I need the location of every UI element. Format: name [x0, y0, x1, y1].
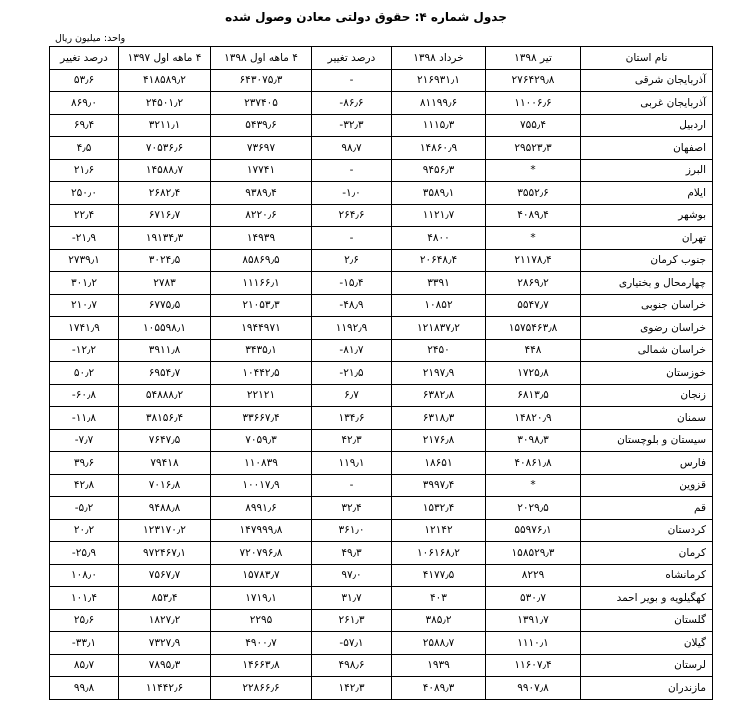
table-body — [50, 69, 713, 699]
column-header: درصد تغییر — [312, 47, 392, 70]
province-cell: آذربایجان شرقی — [581, 69, 713, 92]
value-cell: ۱۰۸٫۰ — [50, 564, 119, 587]
table-row — [50, 114, 713, 137]
table-row — [50, 182, 713, 205]
value-cell: ۱۴۸۲۰٫۹ — [486, 407, 581, 430]
value-cell: ۶۴۳۰۷۵٫۳ — [211, 69, 312, 92]
province-cell: البرز — [581, 159, 713, 182]
value-cell: ۷۶۴۷٫۵ — [119, 429, 211, 452]
value-cell: ۲۹۵۲۳٫۳ — [486, 137, 581, 160]
value-cell: ۹۴۸۸٫۸ — [119, 497, 211, 520]
value-cell: ۱۷۷۴۱ — [211, 159, 312, 182]
value-cell: -۵۷٫۱ — [312, 632, 392, 655]
value-cell: ۳۰۲۴٫۵ — [119, 249, 211, 272]
value-cell: ۶۹٫۴ — [50, 114, 119, 137]
value-cell: ۳۹٫۶ — [50, 452, 119, 475]
unit-label: واحد: میلیون ریال — [55, 33, 126, 44]
value-cell: ۱۲۱۸۳۷٫۲ — [392, 317, 486, 340]
value-cell: ۲۵٫۶ — [50, 609, 119, 632]
table-header — [50, 47, 713, 70]
value-cell: ۹۷۲۴۶۷٫۱ — [119, 542, 211, 565]
table-row — [50, 452, 713, 475]
value-cell: ۳۹۱۱٫۸ — [119, 339, 211, 362]
value-cell: ۶۷۱۶٫۷ — [119, 204, 211, 227]
table-row — [50, 249, 713, 272]
value-cell: - — [312, 159, 392, 182]
province-cell: خراسان جنوبی — [581, 294, 713, 317]
value-cell: ۱۴۷۹۹۹٫۸ — [211, 519, 312, 542]
value-cell: ۱۵۳۲٫۴ — [392, 497, 486, 520]
table-row — [50, 474, 713, 497]
value-cell: ۲۱٫۶ — [50, 159, 119, 182]
province-cell: کهگیلویه و بویر احمد — [581, 587, 713, 610]
value-cell: ۴۲٫۸ — [50, 474, 119, 497]
value-cell: -۸۱٫۷ — [312, 339, 392, 362]
value-cell: ۳۱٫۷ — [312, 587, 392, 610]
table-row — [50, 227, 713, 250]
value-cell: ۱۰۰۱۷٫۹ — [211, 474, 312, 497]
table-row — [50, 272, 713, 295]
value-cell: ۳۳۶۶۷٫۴ — [211, 407, 312, 430]
value-cell: -۲۱٫۵ — [312, 362, 392, 385]
value-cell: ۱۱۲۱٫۷ — [392, 204, 486, 227]
value-cell: -۵٫۲ — [50, 497, 119, 520]
value-cell: ۱۳۹۱٫۷ — [486, 609, 581, 632]
value-cell: ۲٫۶ — [312, 249, 392, 272]
table-row — [50, 587, 713, 610]
value-cell: ۲۷۳۹٫۱ — [50, 249, 119, 272]
value-cell: ۱۴۸۶۰٫۹ — [392, 137, 486, 160]
value-cell: ۱۲۱۴۲ — [392, 519, 486, 542]
province-cell: خراسان رضوی — [581, 317, 713, 340]
value-cell: ۴۰۸۹٫۳ — [392, 677, 486, 700]
province-cell: فارس — [581, 452, 713, 475]
value-cell: ۱۷۱۹٫۱ — [211, 587, 312, 610]
table-row — [50, 497, 713, 520]
value-cell: - — [312, 69, 392, 92]
value-cell: ۵۰٫۲ — [50, 362, 119, 385]
value-cell: ۱۱۰۸۳۹ — [211, 452, 312, 475]
value-cell: ۲۶۸۲٫۴ — [119, 182, 211, 205]
table-row — [50, 564, 713, 587]
value-cell: ۳۶۱٫۰ — [312, 519, 392, 542]
value-cell: ۸۹۹۱٫۶ — [211, 497, 312, 520]
table-row — [50, 654, 713, 677]
province-cell: کرمانشاه — [581, 564, 713, 587]
value-cell: ۲۷۸۳ — [119, 272, 211, 295]
value-cell: ۱۹۴۴۹۷۱ — [211, 317, 312, 340]
value-cell: ۱۱۹۲٫۹ — [312, 317, 392, 340]
value-cell: -۱۵٫۴ — [312, 272, 392, 295]
value-cell: ۲۶۱٫۳ — [312, 609, 392, 632]
value-cell: ۷۵۵٫۴ — [486, 114, 581, 137]
value-cell: ۱۱۰۰۶٫۶ — [486, 92, 581, 115]
province-cell: سیستان و بلوچستان — [581, 429, 713, 452]
value-cell: ۱۰۵۵۹۸٫۱ — [119, 317, 211, 340]
value-cell: ۷۹۴۱۸ — [119, 452, 211, 475]
value-cell: ۷۲۰۷۹۶٫۸ — [211, 542, 312, 565]
value-cell: * — [486, 474, 581, 497]
column-header: ۴ ماهه اول ۱۳۹۸ — [211, 47, 312, 70]
value-cell: ۱۱۱۵٫۳ — [392, 114, 486, 137]
value-cell: ۲۸۶۹٫۲ — [486, 272, 581, 295]
value-cell: -۳۲٫۳ — [312, 114, 392, 137]
value-cell: - — [312, 474, 392, 497]
value-cell: ۳۸۱۵۶٫۴ — [119, 407, 211, 430]
value-cell: ۹۳۸۹٫۴ — [211, 182, 312, 205]
province-cell: گیلان — [581, 632, 713, 655]
value-cell: ۲۱۰٫۷ — [50, 294, 119, 317]
table-row — [50, 609, 713, 632]
value-cell: ۳۵۸۹٫۱ — [392, 182, 486, 205]
table-row — [50, 159, 713, 182]
province-cell: اصفهان — [581, 137, 713, 160]
value-cell: ۱۴۲٫۳ — [312, 677, 392, 700]
value-cell: ۱۱۱۶۶٫۱ — [211, 272, 312, 295]
value-cell: ۸۲۲۰٫۶ — [211, 204, 312, 227]
province-cell: مازندران — [581, 677, 713, 700]
value-cell: ۲۰۲۹٫۵ — [486, 497, 581, 520]
value-cell: ۴۰۸۹٫۴ — [486, 204, 581, 227]
value-cell: ۱۰۱٫۴ — [50, 587, 119, 610]
value-cell: ۸۲۲۹ — [486, 564, 581, 587]
value-cell: ۹۸٫۷ — [312, 137, 392, 160]
value-cell: ۱۴۶۶۳٫۸ — [211, 654, 312, 677]
table-row — [50, 632, 713, 655]
value-cell: ۱۵۷۸۳٫۷ — [211, 564, 312, 587]
value-cell: ۸۱۱۹۹٫۶ — [392, 92, 486, 115]
header-row — [50, 47, 713, 70]
value-cell: ۲۰۶۴۸٫۴ — [392, 249, 486, 272]
column-header: نام استان — [581, 47, 713, 70]
value-cell: ۱۸۲۷٫۲ — [119, 609, 211, 632]
value-cell: ۶۹۵۴٫۷ — [119, 362, 211, 385]
value-cell: ۴۹۸٫۶ — [312, 654, 392, 677]
value-cell: ۱۵۷۵۴۶۳٫۸ — [486, 317, 581, 340]
value-cell: ۳۲۱۱٫۱ — [119, 114, 211, 137]
table-row — [50, 542, 713, 565]
value-cell: ۷۰۵۹٫۳ — [211, 429, 312, 452]
value-cell: ۱۵۸۵۲۹٫۳ — [486, 542, 581, 565]
value-cell: ۵۵۴۷٫۷ — [486, 294, 581, 317]
value-cell: ۳۹۹۷٫۴ — [392, 474, 486, 497]
province-cell: کرمان — [581, 542, 713, 565]
value-cell: ۵۵۹۷۶٫۱ — [486, 519, 581, 542]
value-cell: - — [312, 227, 392, 250]
table-row — [50, 362, 713, 385]
column-header: درصد تغییر — [50, 47, 119, 70]
value-cell: ۶۳۸۲٫۸ — [392, 384, 486, 407]
value-cell: ۲۲۹۵ — [211, 609, 312, 632]
province-cell: کردستان — [581, 519, 713, 542]
value-cell: ۲۳۷۴۰۵ — [211, 92, 312, 115]
value-cell: ۱۸۶۵۱ — [392, 452, 486, 475]
value-cell: ۳۰۹۸٫۳ — [486, 429, 581, 452]
table-row — [50, 429, 713, 452]
province-cell: اردبیل — [581, 114, 713, 137]
value-cell: ۲۷۶۴۲۹٫۸ — [486, 69, 581, 92]
value-cell: ۸۶۹٫۰ — [50, 92, 119, 115]
province-cell: جنوب کرمان — [581, 249, 713, 272]
value-cell: -۸۶٫۶ — [312, 92, 392, 115]
province-cell: زنجان — [581, 384, 713, 407]
column-header: ۴ ماهه اول ۱۳۹۷ — [119, 47, 211, 70]
value-cell: ۲۱۶۹۳۱٫۱ — [392, 69, 486, 92]
value-cell: ۹۹٫۸ — [50, 677, 119, 700]
value-cell: ۶٫۷ — [312, 384, 392, 407]
value-cell: -۳۳٫۱ — [50, 632, 119, 655]
table-row — [50, 69, 713, 92]
value-cell: ۸۵٫۷ — [50, 654, 119, 677]
value-cell: -۶۰٫۸ — [50, 384, 119, 407]
value-cell: ۲۲۸۶۶٫۶ — [211, 677, 312, 700]
value-cell: ۵۴۸۸۸٫۲ — [119, 384, 211, 407]
table-row — [50, 204, 713, 227]
table-row — [50, 339, 713, 362]
value-cell: -۱٫۰ — [312, 182, 392, 205]
value-cell: ۱۱۱۰٫۱ — [486, 632, 581, 655]
value-cell: ۴۸۰۰ — [392, 227, 486, 250]
value-cell: ۷۸۹۵٫۳ — [119, 654, 211, 677]
value-cell: ۲۱۱۷۸٫۴ — [486, 249, 581, 272]
value-cell: ۳۲٫۴ — [312, 497, 392, 520]
value-cell: ۳۵۵۲٫۶ — [486, 182, 581, 205]
value-cell: ۵۴۳۹٫۶ — [211, 114, 312, 137]
value-cell: ۲۶۴٫۶ — [312, 204, 392, 227]
column-header: تیر ۱۳۹۸ — [486, 47, 581, 70]
province-cell: سمنان — [581, 407, 713, 430]
value-cell: ۱۹۳۹ — [392, 654, 486, 677]
province-cell: تهران — [581, 227, 713, 250]
value-cell: ۶۷۷۵٫۵ — [119, 294, 211, 317]
value-cell: ۳۸۵٫۲ — [392, 609, 486, 632]
value-cell: ۱۷۴۱٫۹ — [50, 317, 119, 340]
table-row — [50, 92, 713, 115]
value-cell: ۷۰۵۳۶٫۶ — [119, 137, 211, 160]
value-cell: ۴۱۷۷٫۵ — [392, 564, 486, 587]
value-cell: ۱۳۴٫۶ — [312, 407, 392, 430]
province-cell: خوزستان — [581, 362, 713, 385]
value-cell: * — [486, 227, 581, 250]
value-cell: ۲۱۰۵۳٫۳ — [211, 294, 312, 317]
value-cell: ۱۲۳۱۷۰٫۲ — [119, 519, 211, 542]
value-cell: -۲۱٫۹ — [50, 227, 119, 250]
value-cell: ۷۵۶۷٫۷ — [119, 564, 211, 587]
value-cell: ۱۰۸۵۲ — [392, 294, 486, 317]
value-cell: ۱۰۴۴۲٫۵ — [211, 362, 312, 385]
province-cell: بوشهر — [581, 204, 713, 227]
value-cell: ۳۰۱٫۲ — [50, 272, 119, 295]
value-cell: ۸۵۸۶۹٫۵ — [211, 249, 312, 272]
value-cell: ۵۳٫۶ — [50, 69, 119, 92]
value-cell: ۹۴۵۶٫۳ — [392, 159, 486, 182]
value-cell: ۴۲٫۳ — [312, 429, 392, 452]
value-cell: ۳۳۹۱ — [392, 272, 486, 295]
value-cell: ۲۱۹۷٫۹ — [392, 362, 486, 385]
value-cell: ۲۵۰٫۰ — [50, 182, 119, 205]
value-cell: ۲۴۵۰ — [392, 339, 486, 362]
value-cell: ۴۰۳ — [392, 587, 486, 610]
value-cell: ۱۱۴۴۲٫۶ — [119, 677, 211, 700]
data-table — [49, 46, 713, 700]
value-cell: ۹۹۰۷٫۸ — [486, 677, 581, 700]
value-cell: ۲۴۵۰۱٫۲ — [119, 92, 211, 115]
value-cell: ۴۴۸ — [486, 339, 581, 362]
value-cell: ۵۳۰٫۷ — [486, 587, 581, 610]
value-cell: ۲۲٫۴ — [50, 204, 119, 227]
table-row — [50, 519, 713, 542]
value-cell: -۱۱٫۸ — [50, 407, 119, 430]
value-cell: ۲۲۱۲۱ — [211, 384, 312, 407]
value-cell: ۱۰۶۱۶۸٫۲ — [392, 542, 486, 565]
province-cell: ایلام — [581, 182, 713, 205]
value-cell: -۱۲٫۲ — [50, 339, 119, 362]
value-cell: ۲۰٫۲ — [50, 519, 119, 542]
column-header: خرداد ۱۳۹۸ — [392, 47, 486, 70]
table-row — [50, 137, 713, 160]
value-cell: ۷۳۲۷٫۹ — [119, 632, 211, 655]
value-cell: ۴۹۰۰٫۷ — [211, 632, 312, 655]
province-cell: قزوین — [581, 474, 713, 497]
value-cell: ۱۴۵۸۸٫۷ — [119, 159, 211, 182]
value-cell: ۴۱۸۵۸۹٫۲ — [119, 69, 211, 92]
value-cell: -۴۸٫۹ — [312, 294, 392, 317]
value-cell: ۱۹۱۳۴٫۳ — [119, 227, 211, 250]
value-cell: ۱۱۶۰۷٫۴ — [486, 654, 581, 677]
table-row — [50, 384, 713, 407]
province-cell: لرستان — [581, 654, 713, 677]
value-cell: ۲۱۷۶٫۸ — [392, 429, 486, 452]
value-cell: ۸۵۳٫۴ — [119, 587, 211, 610]
value-cell: ۶۸۱۳٫۵ — [486, 384, 581, 407]
value-cell: ۱۷۲۵٫۸ — [486, 362, 581, 385]
table-row — [50, 407, 713, 430]
province-cell: قم — [581, 497, 713, 520]
province-cell: گلستان — [581, 609, 713, 632]
page-title: جدول شماره ۴: حقوق دولتی معادن وصول شده — [225, 10, 507, 24]
province-cell: آذربایجان غربی — [581, 92, 713, 115]
value-cell: ۴۹٫۳ — [312, 542, 392, 565]
value-cell: ۶۳۱۸٫۳ — [392, 407, 486, 430]
value-cell: ۱۴۹۳۹ — [211, 227, 312, 250]
value-cell: ۱۱۹٫۱ — [312, 452, 392, 475]
value-cell: ۴۰۸۶۱٫۸ — [486, 452, 581, 475]
value-cell: ۲۵۸۸٫۷ — [392, 632, 486, 655]
value-cell: ۴٫۵ — [50, 137, 119, 160]
province-cell: چهارمحال و بختیاری — [581, 272, 713, 295]
value-cell: ۳۴۳۵٫۱ — [211, 339, 312, 362]
value-cell: * — [486, 159, 581, 182]
province-cell: خراسان شمالی — [581, 339, 713, 362]
value-cell: -۲۵٫۹ — [50, 542, 119, 565]
value-cell: ۹۷٫۰ — [312, 564, 392, 587]
value-cell: -۷٫۷ — [50, 429, 119, 452]
table-row — [50, 294, 713, 317]
table-row — [50, 317, 713, 340]
value-cell: ۷۰۱۶٫۸ — [119, 474, 211, 497]
table-row — [50, 677, 713, 700]
value-cell: ۷۳۶۹۷ — [211, 137, 312, 160]
